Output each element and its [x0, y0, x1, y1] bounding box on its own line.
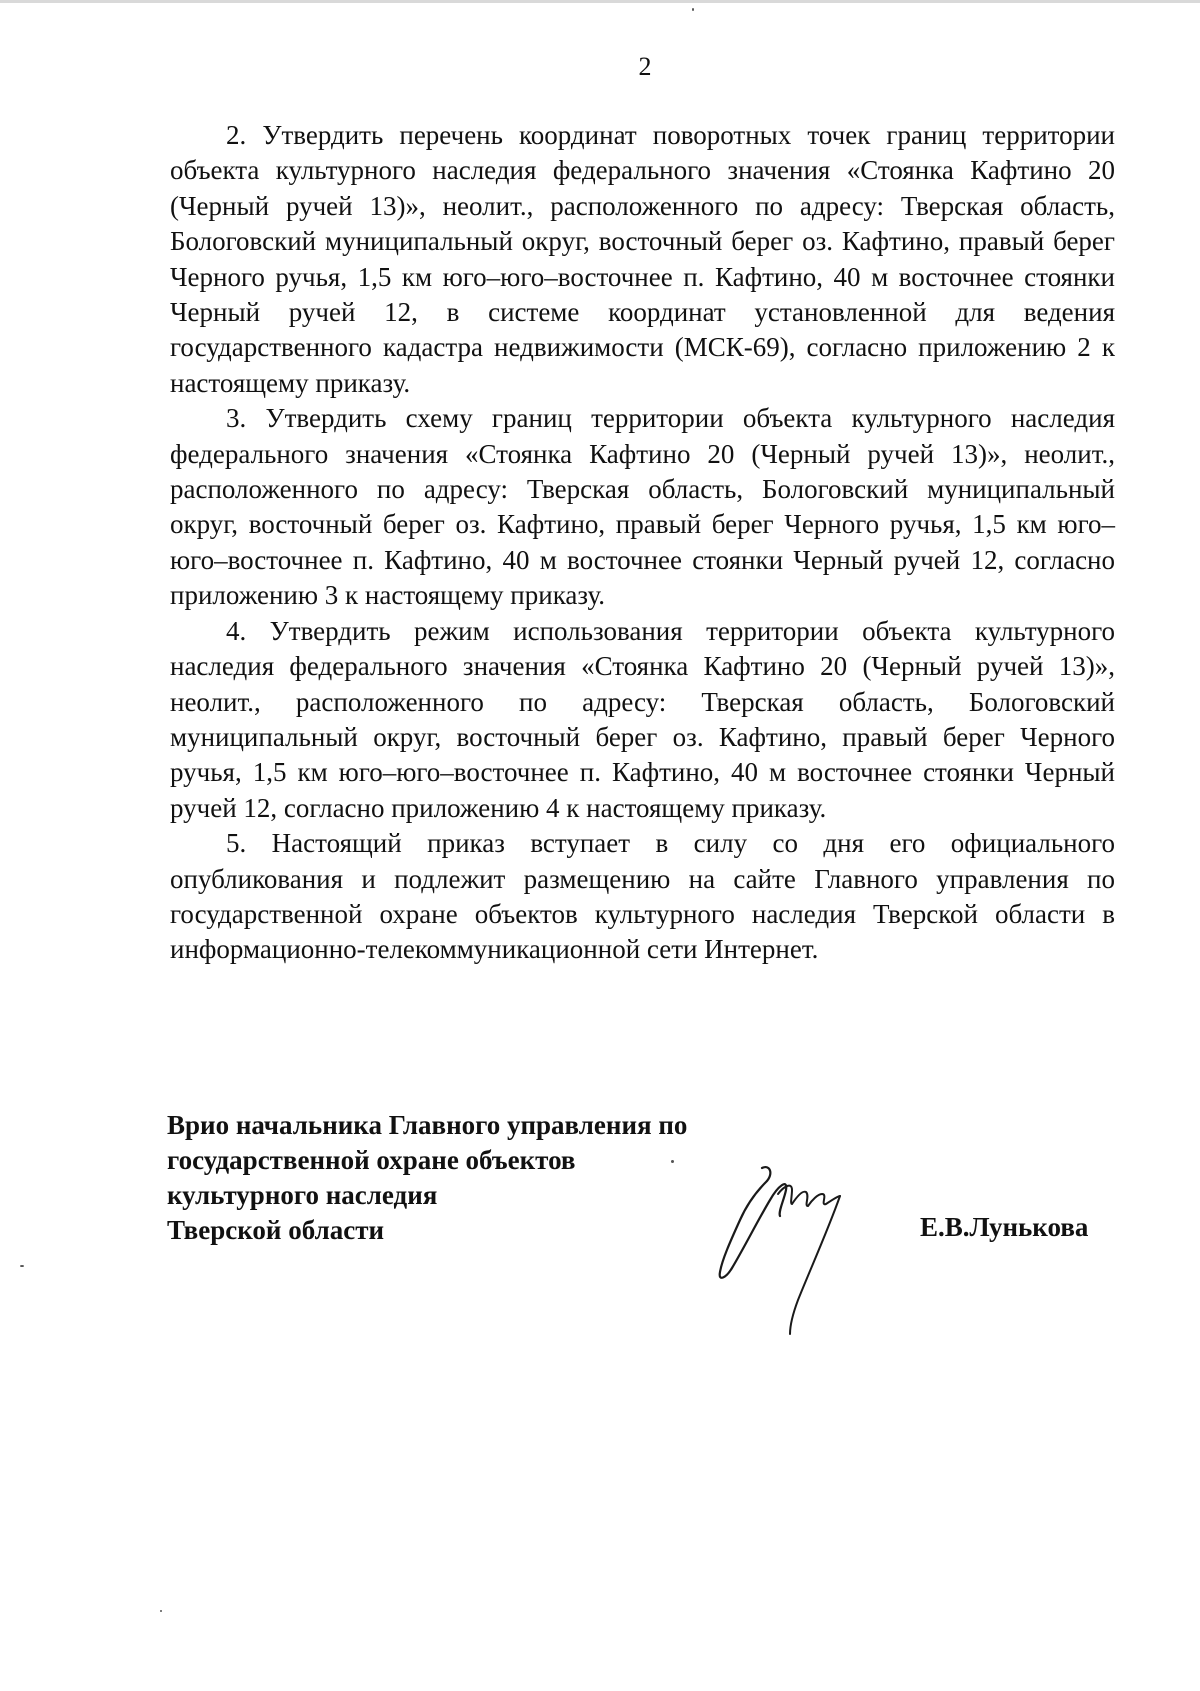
scan-speck [692, 8, 694, 11]
scan-speck [671, 1160, 674, 1163]
handwritten-signature [700, 1160, 890, 1340]
scan-speck [20, 1265, 24, 1267]
document-body [170, 118, 1115, 968]
scan-edge [0, 0, 1200, 3]
signatory-title-line: культурного наследия [167, 1180, 438, 1210]
paragraph-item-2: 2. Утвердить перечень координат поворотных точек границ территории объекта культурного наследия федерального значения «Стоянка Кафтино 20 (Черный ручей 13)», неолит., расположенного по адресу: Тверская область, Бологовский муниципальный округ, восточный берег оз. Кафтино, правый берег Черного ручья, 1,5 км юго–юго–восточнее п. Кафтино, 40 м восточнее стоянки Черный ручей 12, в системе координат установленной для ведения государственного кадастра недвижимости (МСК-69), согласно приложению 2 к настоящему приказу. [170, 120, 1115, 398]
signatory-title-line: Тверской области [167, 1215, 385, 1245]
signatory-title [167, 1108, 747, 1248]
paragraph-item-5: 5. Настоящий приказ вступает в силу со дня его официального опубликования и подлежит размещению на сайте Главного управления по государственной охране объектов культурного наследия Тверской области в информационно-телекоммуникационной сети Интернет. [170, 828, 1115, 965]
scan-speck [160, 1610, 162, 1612]
paragraph-item-3: 3. Утвердить схему границ территории объекта культурного наследия федерального значения «Стоянка Кафтино 20 (Черный ручей 13)», неолит., расположенного по адресу: Тверская область, Бологовский муниципальный округ, восточный берег оз. Кафтино, правый берег Черного ручья, 1,5 км юго–юго–восточнее п. Кафтино, 40 м восточнее стоянки Черный ручей 12, согласно приложению 3 к настоящему приказу. [170, 403, 1115, 611]
paragraph-item-4: 4. Утвердить режим использования территории объекта культурного наследия федерального значения «Стоянка Кафтино 20 (Черный ручей 13)», неолит., расположенного по адресу: Тверская область, Бологовский муниципальный округ, восточный берег оз. Кафтино, правый берег Черного ручья, 1,5 км юго–юго–восточнее п. Кафтино, 40 м восточнее стоянки Черный ручей 12, согласно приложению 4 к настоящему приказу. [170, 615, 1115, 823]
signatory-title-line: государственной охране объектов [167, 1145, 576, 1175]
signatory-title-line: Врио начальника Главного управления по [167, 1110, 688, 1140]
page-number: 2 [638, 52, 652, 81]
signer-name: Е.В.Лунькова [920, 1212, 1089, 1242]
